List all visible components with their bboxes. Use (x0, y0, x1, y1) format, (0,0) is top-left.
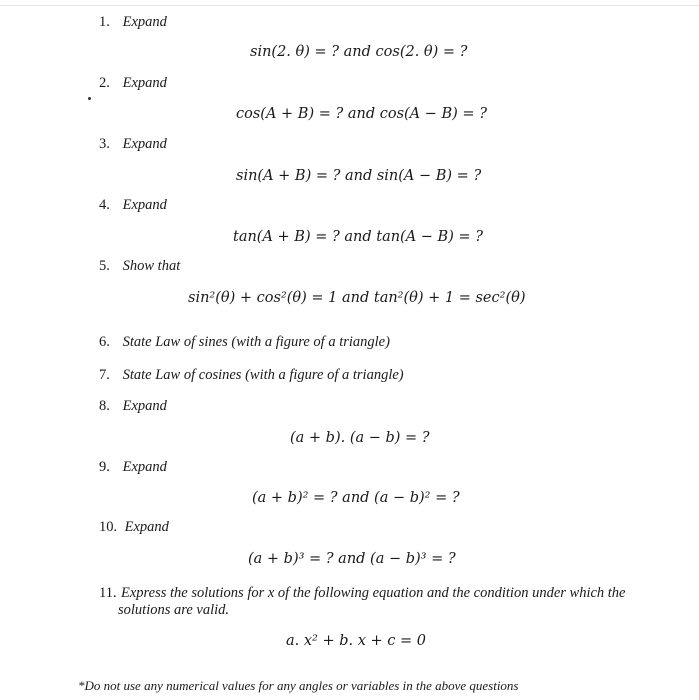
question-2 (99, 75, 167, 92)
question-number: 3. (99, 136, 110, 152)
equation-2: cos(A + B) = ? and cos(A − B) = ? (236, 106, 487, 122)
question-6 (99, 334, 390, 351)
question-number: 4. (99, 197, 110, 213)
question-10 (99, 519, 169, 536)
equation-10: (a + b)³ = ? and (a − b)³ = ? (248, 551, 456, 567)
question-text: State Law of sines (with a figure of a triangle) (122, 334, 390, 350)
question-11 (99, 585, 639, 619)
question-number: 11. (99, 585, 117, 601)
equation-9: (a + b)² = ? and (a − b)² = ? (252, 490, 460, 506)
question-text-line1: Express the solutions for x of the following equation and the condition under which the (121, 585, 626, 601)
question-8 (99, 398, 167, 415)
question-number: 8. (99, 398, 110, 414)
question-text: Show that (122, 258, 181, 274)
equation-1: sin(2. θ) = ? and cos(2. θ) = ? (250, 44, 468, 60)
question-text: Expand (122, 75, 167, 91)
question-number: 5. (99, 258, 110, 274)
question-text: Expand (122, 398, 167, 414)
question-4 (99, 197, 167, 214)
question-number: 1. (99, 14, 110, 30)
equation-3: sin(A + B) = ? and sin(A − B) = ? (236, 168, 482, 184)
question-number: 2. (99, 75, 110, 91)
question-7 (99, 367, 404, 384)
question-text: Expand (122, 136, 167, 152)
equation-4: tan(A + B) = ? and tan(A − B) = ? (233, 229, 484, 245)
question-text: Expand (122, 197, 167, 213)
question-5 (99, 258, 180, 275)
question-text: Expand (122, 459, 167, 475)
equation-8: (a + b). (a − b) = ? (290, 430, 430, 446)
question-text: Expand (124, 519, 169, 535)
question-number: 10. (99, 519, 118, 535)
footnote: *Do not use any numerical values for any angles or variables in the above questions (78, 678, 519, 693)
stray-bullet (88, 97, 91, 100)
question-text-line2: solutions are valid. (118, 602, 230, 618)
question-number: 6. (99, 334, 110, 350)
question-number: 7. (99, 367, 110, 383)
question-number: 9. (99, 459, 110, 475)
question-text: State Law of cosines (with a figure of a triangle) (122, 367, 404, 383)
question-1 (99, 14, 167, 31)
question-text: Expand (122, 14, 167, 30)
question-9 (99, 459, 167, 476)
top-border (0, 5, 699, 6)
equation-11: a. x² + b. x + c = 0 (286, 633, 426, 649)
equation-5: sin²(θ) + cos²(θ) = 1 and tan²(θ) + 1 = sec²(θ) (188, 290, 526, 306)
question-3 (99, 136, 167, 153)
